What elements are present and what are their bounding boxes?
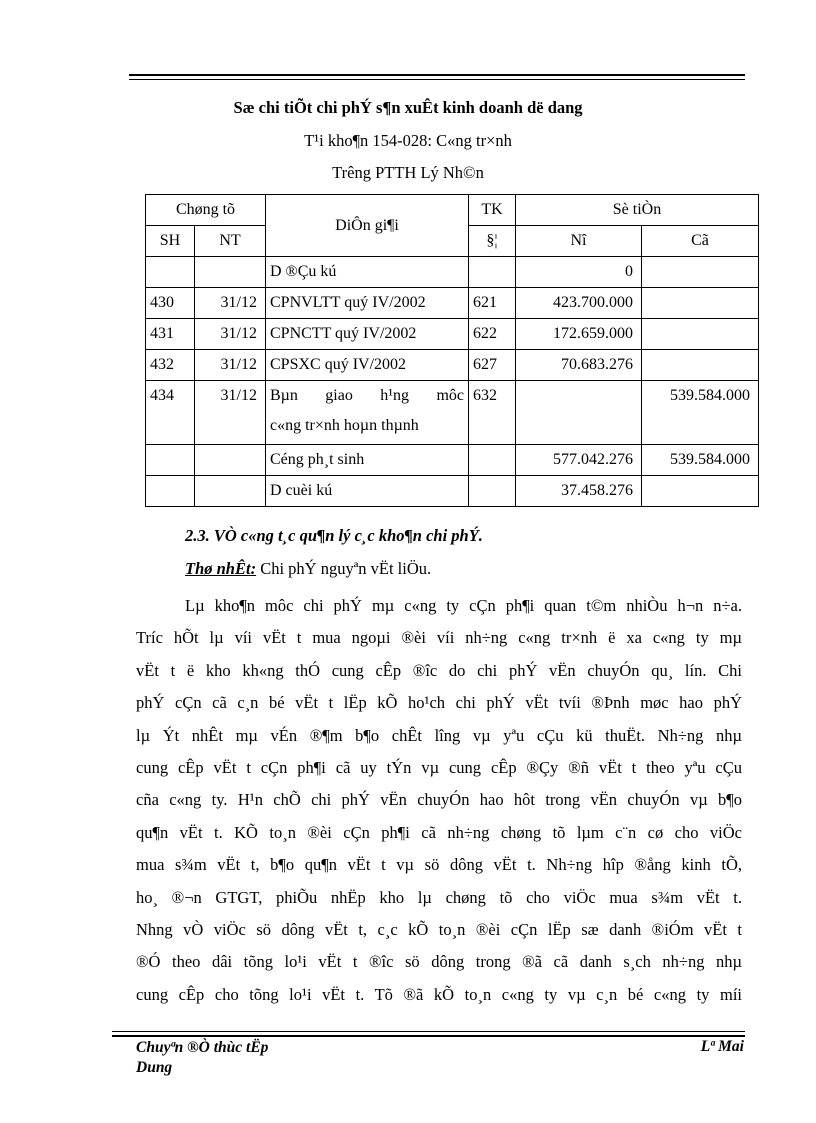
- table-header-row: [146, 195, 759, 226]
- paragraph-line: Nhng vÒ viÖc sö dông vËt t, c¸c kÕ to¸n ®èi cÇn lËp sæ danh ®iÓm vËt t: [136, 920, 742, 940]
- cell-co: 539.584.000: [642, 445, 759, 476]
- cell-tk: 621: [469, 288, 516, 319]
- cell-desc-line1: Bµn giao h¹ng môc: [270, 387, 464, 404]
- cell-co: [642, 476, 759, 507]
- cell-desc: [266, 381, 469, 445]
- cell-nt: 31/12: [195, 350, 266, 381]
- cell-co: [642, 288, 759, 319]
- paragraph-line: lµ Ýt nhÊt mµ vÉn ®¶m b¶o chÊt lîng vµ yªu cÇu kü thuËt. Nh÷ng nhµ: [136, 725, 742, 745]
- account-subtitle: T¹i kho¶n 154-028: C«ng tr×nh: [304, 131, 512, 150]
- cell-co: [642, 257, 759, 288]
- paragraph-line: Tríc hÕt lµ víi vËt t mua ngoµi ®èi víi nh÷ng c«ng tr×nh ë xa c«ng ty mµ: [136, 628, 742, 648]
- cell-sh: 431: [146, 319, 195, 350]
- table-row: [146, 288, 759, 319]
- paragraph-line: phÝ cÇn cã c¸n bé vËt t lËp kÕ ho¹ch chi phÝ vËt tvíi ®Þnh møc hao phÝ: [136, 693, 742, 713]
- cell-sh: [146, 445, 195, 476]
- header-no: Nî: [516, 226, 642, 257]
- footer-left-line2: Dung: [136, 1059, 173, 1076]
- cell-no: 423.700.000: [516, 288, 642, 319]
- cell-no: [516, 381, 642, 445]
- subheading: [185, 559, 431, 579]
- cell-tk: [469, 445, 516, 476]
- cell-sh: [146, 257, 195, 288]
- footer-left: [136, 1038, 268, 1078]
- cell-tk: 627: [469, 350, 516, 381]
- cell-desc: CPNCTT quý IV/2002: [266, 319, 469, 350]
- table-row: [146, 476, 759, 507]
- cell-no: 37.458.276: [516, 476, 642, 507]
- cell-sh: 432: [146, 350, 195, 381]
- project-subtitle: Trêng PTTH Lý Nh©n: [332, 163, 484, 182]
- paragraph-line: cung cÊp cho tõng lo¹i vËt t. Tõ ®ã kÕ to¸n c«ng ty vµ c¸n bé c«ng ty míi: [136, 984, 742, 1004]
- cell-nt: [195, 476, 266, 507]
- cell-desc: D cuèi kú: [266, 476, 469, 507]
- paragraph-line: ®Ó theo dâi tõng lo¹i vËt t ®îc sö dông trong ®ã cã danh s¸ch nh÷ng nhµ: [136, 952, 742, 972]
- cell-no: 70.683.276: [516, 350, 642, 381]
- header-sh: SH: [146, 226, 195, 257]
- cell-no: 577.042.276: [516, 445, 642, 476]
- header-tk-sub: §¦: [469, 226, 516, 257]
- cell-nt: 31/12: [195, 381, 266, 445]
- header-nt: NT: [195, 226, 266, 257]
- cell-tk: [469, 476, 516, 507]
- cell-nt: [195, 445, 266, 476]
- header-rule-thick: [129, 74, 745, 76]
- paragraph-line: qu¶n vËt t. KÕ to¸n ®èi cÇn ph¶i cã nh÷ng chøng tõ lµm c¨n cø cho viÖc: [136, 822, 742, 842]
- paragraph-line: cung cÊp vËt t cÇn ph¶i cã uy tÝn vµ cung cÊp ®Çy ®ñ vËt t theo yªu cÇu: [136, 758, 742, 778]
- header-co: Cã: [642, 226, 759, 257]
- cell-nt: 31/12: [195, 319, 266, 350]
- cell-tk: 622: [469, 319, 516, 350]
- ledger-table: [145, 194, 759, 507]
- table-row: [146, 350, 759, 381]
- cell-co: 539.584.000: [642, 381, 759, 445]
- paragraph-line: mua s¾m vËt t, b¶o qu¶n vËt t vµ sö dông vËt t. Nh÷ng hîp ®ång kinh tÕ,: [136, 855, 742, 875]
- document-title: Sæ chi tiÕt chi phÝ s¶n xuÊt kinh doanh dë dang: [233, 98, 583, 117]
- cell-co: [642, 319, 759, 350]
- cell-desc: CPSXC quý IV/2002: [266, 350, 469, 381]
- cell-nt: [195, 257, 266, 288]
- cell-tk: 632: [469, 381, 516, 445]
- cell-sh: [146, 476, 195, 507]
- body-paragraph: [136, 590, 742, 1011]
- cell-sh: 434: [146, 381, 195, 445]
- footer-right: Lª Mai: [700, 1038, 744, 1055]
- header-tk: TK: [469, 195, 516, 226]
- table-row: [146, 381, 759, 445]
- subheading-text: Chi phÝ nguyªn vËt liÖu.: [256, 559, 432, 578]
- cell-no: 0: [516, 257, 642, 288]
- cell-desc: Céng ph¸t sinh: [266, 445, 469, 476]
- paragraph-line: ho¸ ®¬n GTGT, phiÕu nhËp kho lµ chøng tõ cho viÖc mua s¾m vËt t.: [136, 887, 742, 907]
- subheading-lead: Thø nhÊt:: [185, 559, 257, 578]
- paragraph-line: cña c«ng ty. H¹n chÕ chi phÝ vËn chuyÓn hao hôt trong vËn chuyÓn vµ b¶o: [136, 790, 742, 810]
- footer-rule-thin: [112, 1031, 745, 1032]
- table-row: [146, 319, 759, 350]
- header-rule-thin: [129, 79, 745, 80]
- section-heading: 2.3. VÒ c«ng t¸c qu¶n lý c¸c kho¶n chi phÝ.: [185, 526, 483, 545]
- cell-sh: 430: [146, 288, 195, 319]
- table-row: [146, 257, 759, 288]
- paragraph-line: Lµ kho¶n môc chi phÝ mµ c«ng ty cÇn ph¶i quan t©m nhiÒu h¬n n÷a.: [185, 596, 742, 615]
- table-row: [146, 445, 759, 476]
- header-so-tien: Sè tiÒn: [516, 195, 759, 226]
- cell-desc: D ®Çu kú: [266, 257, 469, 288]
- cell-co: [642, 350, 759, 381]
- cell-nt: 31/12: [195, 288, 266, 319]
- header-dien-giai: DiÔn gi¶i: [266, 195, 469, 257]
- cell-desc-line2: c«ng tr×nh hoµn thµnh: [270, 417, 419, 434]
- header-chung-tu: Chøng tõ: [146, 195, 266, 226]
- cell-desc: CPNVLTT quý IV/2002: [266, 288, 469, 319]
- cell-no: 172.659.000: [516, 319, 642, 350]
- cell-tk: [469, 257, 516, 288]
- footer-left-line1: Chuyªn ®Ò thùc tËp: [136, 1039, 269, 1056]
- footer-rule-thick: [112, 1035, 745, 1037]
- paragraph-line: vËt t ë kho kh«ng thÓ cung cÊp ®îc do chi phÝ vËn chuyÓn qu¸ lín. Chi: [136, 660, 742, 680]
